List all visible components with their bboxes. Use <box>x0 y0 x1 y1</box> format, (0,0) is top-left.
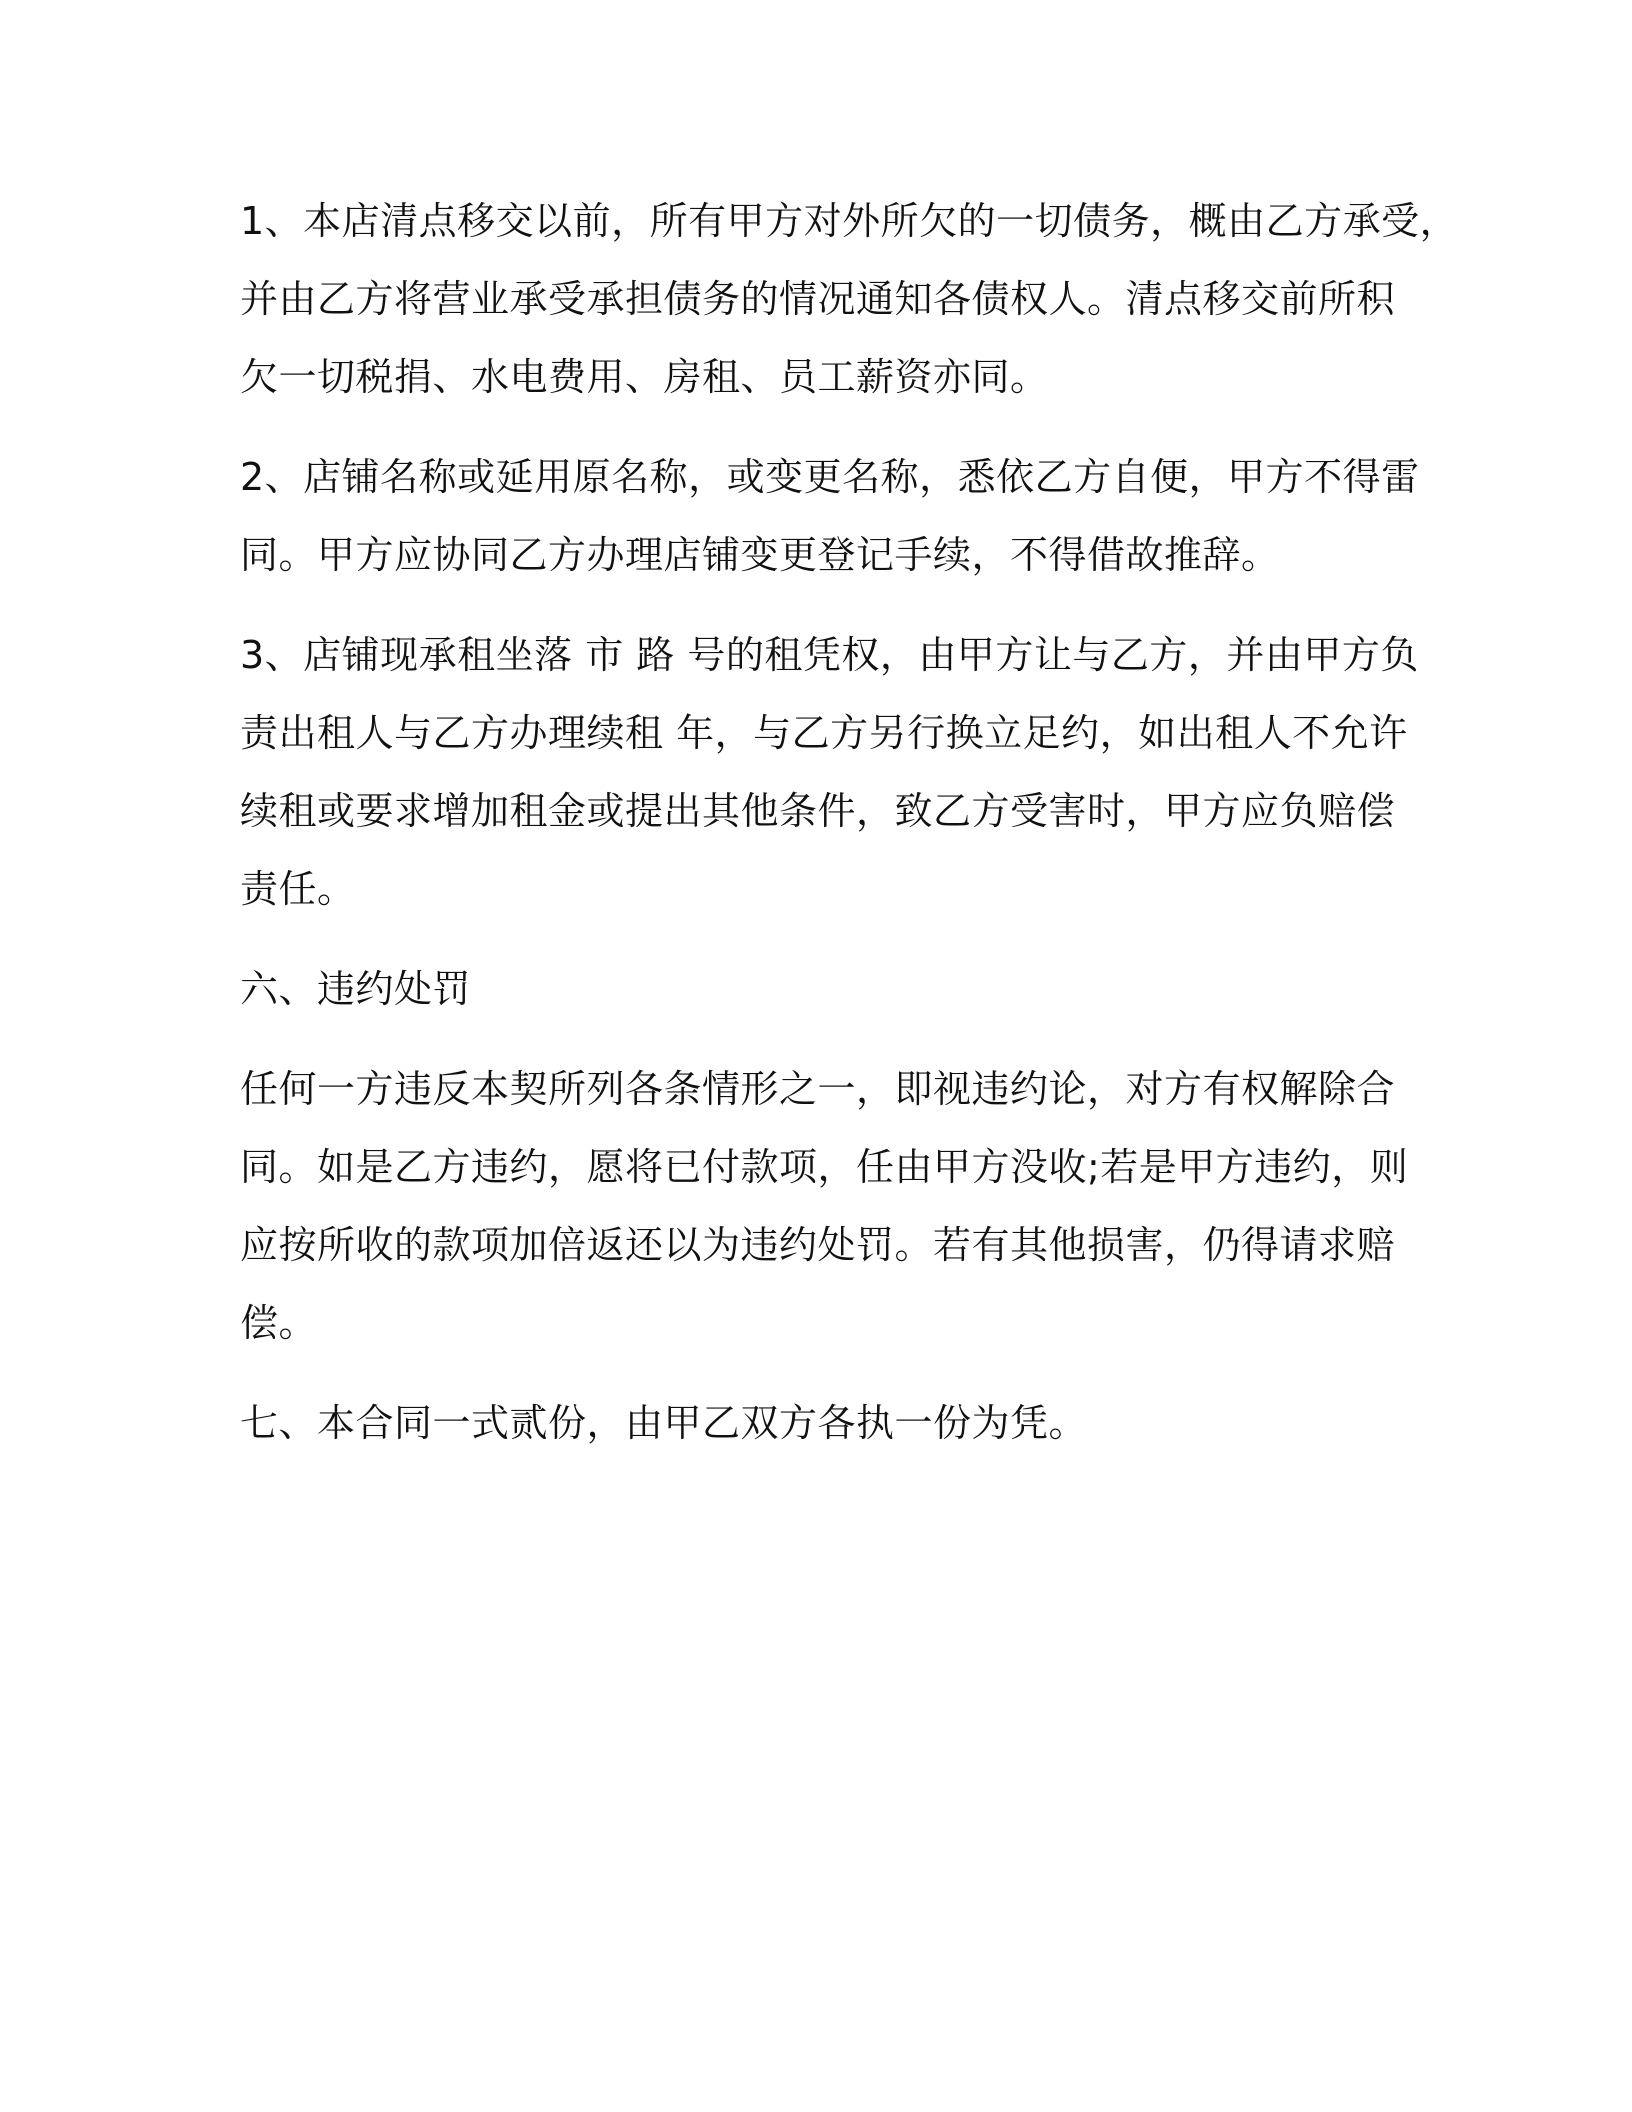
paragraph-line: 2、店铺名称或延用原名称，或变更名称，悉依乙方自便，甲方不得雷 <box>240 455 1420 499</box>
clause-2-paragraph <box>240 438 1420 594</box>
paragraph-line: 责任。 <box>240 867 356 911</box>
section-heading-breach-penalty <box>240 950 1400 1028</box>
paragraph-line: 应按所收的款项加倍返还以为违约处罚。若有其他损害，仍得请求赔 <box>240 1223 1396 1267</box>
paragraph-line: 欠一切税捐、水电费用、房租、员工薪资亦同。 <box>240 355 1049 399</box>
paragraph-line: 七、本合同一式贰份，由甲乙双方各执一份为凭。 <box>240 1401 1088 1445</box>
paragraph-line: 并由乙方将营业承受承担债务的情况通知各债权人。清点移交前所积 <box>240 277 1396 321</box>
paragraph-line: 责出租人与乙方办理续租 年，与乙方另行换立足约，如出租人不允许 <box>240 711 1408 755</box>
heading-line: 六、违约处罚 <box>240 967 472 1011</box>
paragraph-line: 1、本店清点移交以前，所有甲方对外所欠的一切债务，概由乙方承受， <box>240 199 1459 243</box>
paragraph-line: 任何一方违反本契所列各条情形之一，即视违约论，对方有权解除合 <box>240 1067 1396 1111</box>
paragraph-line: 3、店铺现承租坐落 市 路 号的租凭权，由甲方让与乙方，并由甲方负 <box>240 633 1419 677</box>
paragraph-line: 偿。 <box>240 1301 318 1345</box>
section-seven-paragraph <box>240 1384 1400 1462</box>
document-body <box>240 182 1459 1484</box>
breach-penalty-paragraph <box>240 1050 1409 1362</box>
paragraph-line: 同。甲方应协同乙方办理店铺变更登记手续，不得借故推辞。 <box>240 533 1280 577</box>
paragraph-line: 同。如是乙方违约，愿将已付款项，任由甲方没收;若是甲方违约，则 <box>240 1145 1409 1189</box>
clause-1-paragraph <box>240 182 1459 416</box>
paragraph-line: 续租或要求增加租金或提出其他条件，致乙方受害时，甲方应负赔偿 <box>240 789 1396 833</box>
clause-3-paragraph <box>240 616 1419 928</box>
